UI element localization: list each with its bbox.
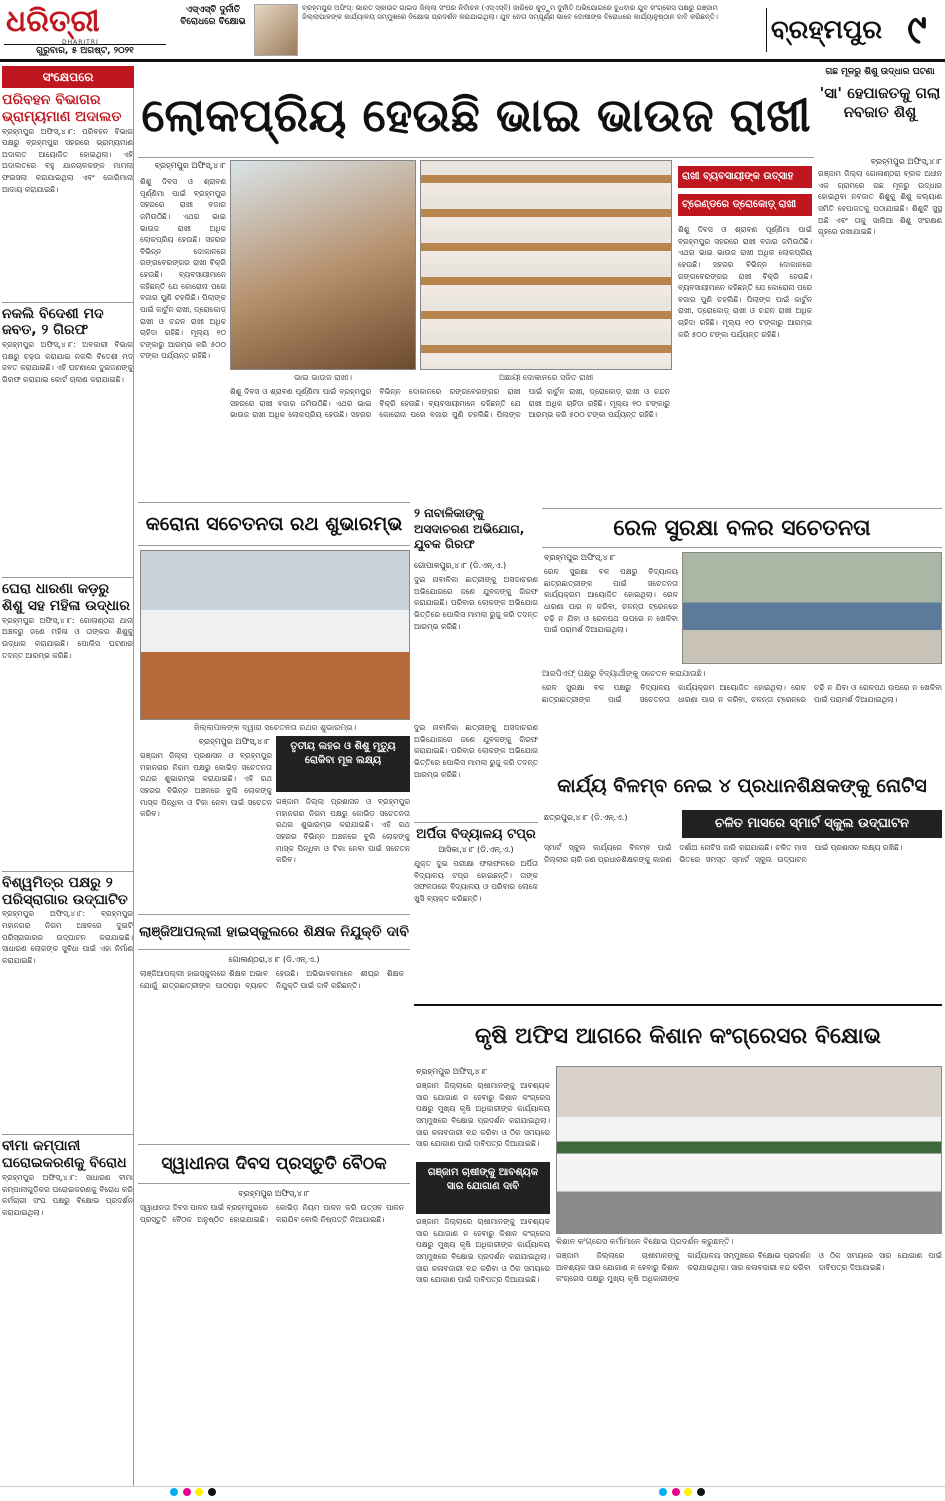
story-body: ଗଞ୍ଜାମ ଜିଲ୍ଲାରେ ଚାଷୀମାନଙ୍କୁ ଆବଶ୍ୟକ ସାର ଯୋଗାଣ ନ ହେବାରୁ କିଶାନ କଂଗ୍ରେସ ପକ୍ଷରୁ ମୁଖ୍ୟ କୃଷି ଅଧିକାରୀଙ୍କ କାର୍ଯ୍ୟାଳୟ ସମ୍ମୁଖରେ ବିକ୍ଷୋଭ ପ୍ରଦର୍ଶନ କରାଯାଇଥିଲା। ସାର କଳାବଜାରୀ ବନ୍ଦ କରିବା ଓ ଠିକ ସମୟରେ ସାର ଯୋଗାଣ ପାଇଁ ଦାବିପତ୍ର ଦିଆଯାଇଛି। [416,1081,550,1149]
brief-headline: ବିଶ୍ୱମିତ୍ର ପକ୍ଷରୁ ୨ ପରିସ୍ରାଗାର ଉଦ୍‌ଘାଟିତ [2,871,133,909]
story-dateline: ବ୍ରହ୍ମପୁର ଅଫିସ୍‌,୪।୮ [870,157,942,166]
corona-rath-photo [140,550,410,720]
story-tag: ରାଖୀ ବ୍ୟବସାୟୀଙ୍କ ଉତ୍ସାହ [678,166,812,188]
rakhi-shop-photo [420,160,672,370]
story-body: ଶିଶୁ ଦିବସ ଓ ଶ୍ରାବଣ ପୂର୍ଣ୍ଣିମା ପାଇଁ ବ୍ରହ୍ମପୁର ସହରରେ ରାଖୀ ବଜାର ଜମିଉଠିଛି। ଏଥର ଭାଇ ଭାଉଜ ରାଖୀ ଅଧିକ ଲୋକପ୍ରିୟ ହେଉଛି। ସହରର ବିଭିନ୍ନ ଦୋକାନରେ ରଙ୍ଗବେରଙ୍ଗର ରାଖୀ ବିକ୍ରି ହେଉଛି। ବ୍ୟବସାୟୀମାନେ କହିଛନ୍ତି ଯେ କୋରୋନା ପରେ ବଜାର ପୁଣି ଚହଲିଛି। ପିଲାଙ୍କ ପାଇଁ କାର୍ଟୁନ ରାଖୀ, ଡ୍ରୋକୋଡ଼୍ ରାଖୀ ଓ ଚନ୍ଦନ ରାଖୀ ଅଧିକ ଚାହିଦା ରହିଛି। ମୂଲ୍ୟ ୧୦ ଟଙ୍କାରୁ ଆରମ୍ଭ କରି ୫୦୦ ଟଙ୍କା ପର୍ଯ୍ୟନ୍ତ ରହିଛି। [140,177,226,361]
story-body: ସ୍ୱାଧୀନତା ଦିବସ ପାଳନ ପାଇଁ ବ୍ରହ୍ମପୁରରେ ପ୍ରସ୍ତୁତି ବୈଠକ ଅନୁଷ୍ଠିତ ହୋଇଯାଇଛି। କୋଭିଡ଼ ନିୟମ ପାଳନ କରି ଉତ୍ସବ ପାଳନ କରାଯିବ ବୋଲି ନିଷ୍ପତ୍ତି ନିଆଯାଇଛି। [140,1203,404,1224]
story-body: ଯୁକ୍ତ ଦୁଇ ପରୀକ୍ଷା ଫଳାଫଳରେ ଅର୍ପିତା ବିଦ୍ୟାଳୟ ଟପ୍‌ର ହୋଇଛନ୍ତି। ତାଙ୍କ ସଫଳତାରେ ବିଦ୍ୟାଳୟ ଓ ପରିବାର ଲୋକେ ଖୁସି ବ୍ୟକ୍ତ କରିଛନ୍ତି। [414,859,538,903]
masthead-dateline: ଗୁରୁବାର, ୫ ଅଗଷ୍ଟ, ୨୦୨୧ [4,44,166,60]
highlight-box: ଗଞ୍ଜାମ ଚାଷୀଙ୍କୁ ଆବଶ୍ୟକ ସାର ଯୋଗାଣ ଦାବି [416,1162,550,1214]
black-dot-icon [697,1488,705,1496]
story-headline: ଅର୍ପିତା ବିଦ୍ୟାଳୟ ଟପ୍‌ର [414,822,538,845]
story-headline: କାର୍ଯ୍ୟ ବିଳମ୍ବ ନେଇ ୪ ପ୍ରଧାନଶିକ୍ଷକଙ୍କୁ ନୋଟିସ [557,775,927,797]
story-body: ଗଞ୍ଜାମ ଜିଲ୍ଲା ପ୍ରଶାସନ ଓ ବ୍ରହ୍ମପୁର ମହାନଗର ନିଗମ ପକ୍ଷରୁ କୋଭିଡ଼ ସଚେତନତା ରଥର ଶୁଭାରମ୍ଭ କରାଯାଇଛି। ଏହି ରଥ ସହରର ବିଭିନ୍ନ ଅଞ୍ଚଳରେ ବୁଲି ଲୋକଙ୍କୁ ମାସ୍କ ପିନ୍ଧିବା ଓ ଟିକା ନେବା ପାଇଁ ସଚେତନ କରିବ। [140,751,272,819]
photo-caption: ଭାଇ ଭାଉଜ ରାଖୀ। [294,373,352,382]
newspaper-logo: ଧରିତ୍ରୀ [6,4,100,39]
story-body: ଗଞ୍ଜାମ ଜିଲ୍ଲାରେ ଚାଷୀମାନଙ୍କୁ ଆବଶ୍ୟକ ସାର ଯୋଗାଣ ନ ହେବାରୁ କିଶାନ କଂଗ୍ରେସ ପକ୍ଷରୁ ମୁଖ୍ୟ କୃଷି ଅଧିକାରୀଙ୍କ କାର୍ଯ୍ୟାଳୟ ସମ୍ମୁଖରେ ବିକ୍ଷୋଭ ପ୍ରଦର୍ଶନ କରାଯାଇଥିଲା। ସାର କଳାବଜାରୀ ବନ୍ଦ କରିବା ଓ ଠିକ ସମୟରେ ସାର ଯୋଗାଣ ପାଇଁ ଦାବିପତ୍ର ଦିଆଯାଇଛି। [556,1251,942,1284]
photo-caption: କିଶାନ କଂଗ୍ରେସ କର୍ମୀମାନେ ବିକ୍ଷୋଭ ପ୍ରଦର୍ଶନ କରୁଛନ୍ତି। [556,1237,734,1246]
tease-brief-text: ବ୍ରହ୍ମପୁର ଅଫିସ୍‌: ଭାରତ ସ୍କାଉଟ ଗାଇଡ଼ ଜିଲ୍ଲା ସଂଘର ନିର୍ବାଚନ (ଏସ୍‌ଏସ୍‌ବି) ଜାରିରେ କୁଡ଼ୁମ ଦୁର୍ନୀତି ଅଭିଯୋଗରେ ବୁଧବାର ଯୁବ କଂଗ୍ରେସ ପକ୍ଷରୁ ଗଞ୍ଜାମ ଜିଲ୍ଲାପାଳଙ୍କ କାର୍ଯ୍ୟାଳୟ ସମ୍ମୁଖରେ ବିକ୍ଷୋଭ ପ୍ରଦର୍ଶନ କରାଯାଇଥିଲା। ଯୁବ ନେତା ସମ୍ପୂର୍ଣ୍ଣ ଭାବେ ଦୋଷୀଙ୍କ ବିରୋଧରେ କାର୍ଯ୍ୟାନୁଷ୍ଠାନ ଦାବି କରିଛନ୍ତି। [302,4,718,22]
magenta-dot-icon [183,1488,191,1496]
story-body: ଗଞ୍ଜାମ ଜିଲ୍ଲାରେ ଚାଷୀମାନଙ୍କୁ ଆବଶ୍ୟକ ସାର ଯୋଗାଣ ନ ହେବାରୁ କିଶାନ କଂଗ୍ରେସ ପକ୍ଷରୁ ମୁଖ୍ୟ କୃଷି ଅଧିକାରୀଙ୍କ କାର୍ଯ୍ୟାଳୟ ସମ୍ମୁଖରେ ବିକ୍ଷୋଭ ପ୍ରଦର୍ଶନ କରାଯାଇଥିଲା। ସାର କଳାବଜାରୀ ବନ୍ଦ କରିବା ଓ ଠିକ ସମୟରେ ସାର ଯୋଗାଣ ପାଇଁ ଦାବିପତ୍ର ଦିଆଯାଇଛି। [416,1217,550,1285]
tease-headline: ଏସ୍‌ଏସ୍‌ବି ଦୁର୍ନୀତି ବିରୋଧରେ ବିକ୍ଷୋଭ [180,5,246,28]
story-headline: କରୋନା ସଚେତନତା ରଥ ଶୁଭାରମ୍ଭ [138,502,410,546]
story-dateline: ବ୍ରହ୍ମପୁର ଅଫିସ୍‌,୪।୮ [238,1189,310,1198]
magenta-dot-icon [672,1488,680,1496]
story-dateline: ବ୍ରହ୍ମପୁର ଅଫିସ୍‌,୪।୮ [154,161,226,170]
story-body: ରେଳ ସୁରକ୍ଷା ବଳ ପକ୍ଷରୁ ବିଦ୍ୟାଳୟ ଛାତ୍ରଛାତ୍ରୀଙ୍କ ପାଇଁ ସଚେତନତା କାର୍ଯ୍ୟକ୍ରମ ଆୟୋଜିତ ହୋଇଥିଲା। ରେଳ ଧାରଣା ପାର ନ କରିବା, ଚଳନ୍ତା ଟ୍ରେନରେ ଚଢ଼ି ନ ଯିବା ଓ ରେଳପଥ ଉପରେ ନ ଖେଳିବା ପାଇଁ ପରାମର୍ଶ ଦିଆଯାଇଥିଲା। [544,567,678,635]
rpf-awareness-photo [682,552,942,664]
story-headline: ଲାଞ୍ଜିଆପଲ୍ଲୀ ହାଇସ୍କୁଲରେ ଶିକ୍ଷକ ନିଯୁକ୍ତି ଦାବି [138,914,410,950]
rakhi-photo [230,160,416,370]
story-body: ଶିଶୁ ଦିବସ ଓ ଶ୍ରାବଣ ପୂର୍ଣ୍ଣିମା ପାଇଁ ବ୍ରହ୍ମପୁର ସହରରେ ରାଖୀ ବଜାର ଜମିଉଠିଛି। ଏଥର ଭାଇ ଭାଉଜ ରାଖୀ ଅଧିକ ଲୋକପ୍ରିୟ ହେଉଛି। ସହରର ବିଭିନ୍ନ ଦୋକାନରେ ରଙ୍ଗବେରଙ୍ଗର ରାଖୀ ବିକ୍ରି ହେଉଛି। ବ୍ୟବସାୟୀମାନେ କହିଛନ୍ତି ଯେ କୋରୋନା ପରେ ବଜାର ପୁଣି ଚହଲିଛି। ପିଲାଙ୍କ ପାଇଁ କାର୍ଟୁନ ରାଖୀ, ଡ୍ରୋକୋଡ଼୍ ରାଖୀ ଓ ଚନ୍ଦନ ରାଖୀ ଅଧିକ ଚାହିଦା ରହିଛି। ମୂଲ୍ୟ ୧୦ ଟଙ୍କାରୁ ଆରମ୍ଭ କରି ୫୦୦ ଟଙ୍କା ପର୍ଯ୍ୟନ୍ତ ରହିଛି। [230,387,670,420]
story-subheadline: ଚଳିତ ମାସରେ ସ୍ମାର୍ଟ ସ୍କୁଲ ଉଦ୍‌ଘାଟନ [682,810,942,838]
story-body: ଦୁଇ ନାବାଳିକା ଛାତ୍ରୀଙ୍କୁ ଅସଦାଚରଣ ଅଭିଯୋଗରେ ଜଣେ ଯୁବକଙ୍କୁ ଗିରଫ କରାଯାଇଛି। ପରିବାର ଲୋକଙ୍କ ଅଭିଯୋଗ ଭିତ୍ତିରେ ପୋଲିସ ମାମଲା ରୁଜୁ କରି ତଦନ୍ତ ଆରମ୍ଭ କରିଛି। [414,575,538,631]
brief-text: ବ୍ରହ୍ମପୁର ଅଫିସ୍‌,୪।୮: ବ୍ରହ୍ମପୁର ମହାନଗର ନିଗମ ଅଞ୍ଚଳରେ ଦୁଇଟି ପରିସ୍ରାଗାରର ଉଦ୍‌ଘାଟନ କରାଯାଇଛି। ସାଧାରଣ ଲୋକଙ୍କ ସୁବିଧା ପାଇଁ ଏହା ନିର୍ମାଣ କରାଯାଇଛି। [2,909,133,965]
brief-text: ବ୍ରହ୍ମପୁର ଅଫିସ୍‌,୪।୮: ଅବକାରୀ ବିଭାଗ ପକ୍ଷରୁ ଚଢ଼ଉ କରାଯାଇ ନକଲି ବିଦେଶୀ ମଦ ଜବତ କରାଯାଇଛି। ଏହି ଘଟଣାରେ ଦୁଇଜଣଙ୍କୁ ଗିରଫ କରାଯାଇ କୋର୍ଟ ଚାଲାଣ କରାଯାଇଛି। [2,340,133,385]
story-body: ସ୍ମାର୍ଟ ସ୍କୁଲ କାର୍ଯ୍ୟରେ ବିଳମ୍ବ ପାଇଁ ଜିଲ୍ଲାର ଚାରି ଜଣ ପ୍ରଧାନଶିକ୍ଷକଙ୍କୁ କାରଣ ଦର୍ଶାଅ ନୋଟିସ ଜାରି କରାଯାଇଛି। ଚଳିତ ମାସ ଭିତରେ ସମସ୍ତ ସ୍ମାର୍ଟ ସ୍କୁଲ ଉଦ୍‌ଘାଟନ ପାଇଁ ପ୍ରଶାସନ ଲକ୍ଷ୍ୟ ରଖିଛି। [544,843,903,864]
story-headline: ୨ ନାବାଳିକାଙ୍କୁ ଅସଦାଚରଣ ଅଭିଯୋଗ, ଯୁବକ ଗିରଫ [414,506,525,552]
baby-story-header [818,66,942,152]
story-headline: 'ସା' ହେପାଜତକୁ ଗଲା ନବଜାତ ଶିଶୁ [819,83,941,121]
brief-headline: ଘେରା ଧାରଣା କଡ଼ରୁ ଶିଶୁ ସହ ମହିଳା ଉଦ୍ଧାର [2,577,133,615]
story-body: ଲାଞ୍ଜିଆପଲ୍ଲୀ ହାଇସ୍କୁଲରେ ଶିକ୍ଷକ ଅଭାବ ଯୋଗୁଁ ଛାତ୍ରଛାତ୍ରୀଙ୍କ ପାଠପଢ଼ା ବ୍ୟାହତ ହେଉଛି। ଅଭିଭାବକମାନେ ଶୀଘ୍ର ଶିକ୍ଷକ ନିଯୁକ୍ତି ପାଇଁ ଦାବି କରିଛନ୍ତି। [140,969,404,990]
story-dateline: ବ୍ରହ୍ମପୁର ଅଫିସ୍‌,୪।୮ [544,553,616,562]
story-dateline: ବ୍ରହ୍ମପୁର ଅଫିସ୍‌,୪।୮ [416,1067,488,1076]
logo-subtitle: DHARITRI [62,39,99,46]
brief-headline: ବୀମା କମ୍ପାନୀ ଘରୋଇକରଣକୁ ବିରୋଧ [2,1134,133,1172]
story-tag: ଟ୍ରେଣ୍ଡରେ ଡ୍ରୋକୋଡ଼୍ ରାଖୀ [678,194,812,216]
photo-caption: ଜିଲ୍ଲାପାଳଙ୍କ ଦ୍ୱାରା ସଚେତନତା ରଥର ଶୁଭାରମ୍ଭ। [193,723,357,732]
story-body: ଶିଶୁ ଦିବସ ଓ ଶ୍ରାବଣ ପୂର୍ଣ୍ଣିମା ପାଇଁ ବ୍ରହ୍ମପୁର ସହରରେ ରାଖୀ ବଜାର ଜମିଉଠିଛି। ଏଥର ଭାଇ ଭାଉଜ ରାଖୀ ଅଧିକ ଲୋକପ୍ରିୟ ହେଉଛି। ସହରର ବିଭିନ୍ନ ଦୋକାନରେ ରଙ୍ଗବେରଙ୍ଗର ରାଖୀ ବିକ୍ରି ହେଉଛି। ବ୍ୟବସାୟୀମାନେ କହିଛନ୍ତି ଯେ କୋରୋନା ପରେ ବଜାର ପୁଣି ଚହଲିଛି। ପିଲାଙ୍କ ପାଇଁ କାର୍ଟୁନ ରାଖୀ, ଡ୍ରୋକୋଡ଼୍ ରାଖୀ ଓ ଚନ୍ଦନ ରାଖୀ ଅଧିକ ଚାହିଦା ରହିଛି। ମୂଲ୍ୟ ୧୦ ଟଙ୍କାରୁ ଆରମ୍ଭ କରି ୫୦୦ ଟଙ୍କା ପର୍ଯ୍ୟନ୍ତ ରହିଛି। [678,225,812,339]
story-dateline: ଗୋଳାଣ୍ଠରା,୪।୮ (ଡି.ଏନ୍‌.ଏ.) [228,955,320,964]
brief-headline: ନକଲି ବିଦେଶୀ ମଦ ଜବତ, ୨ ଗିରଫ [2,302,133,340]
story-dateline: ଛତ୍ରପୁର,୪।୮ (ଡି.ଏନ୍‌.ଏ.) [544,813,628,822]
city-edition-label: ବ୍ରହ୍ମପୁର [766,8,886,52]
story-headline: କୃଷି ଅଫିସ ଆଗରେ କିଶାନ କଂଗ୍ରେସର ବିକ୍ଷୋଭ [414,1004,942,1064]
brief-text: ବ୍ରହ୍ମପୁର ଅଫିସ୍‌,୪।୮: ସାଧାରଣ ବୀମା କମ୍ପାନୀଗୁଡ଼ିକର ଘରୋଇକରଣକୁ ବିରୋଧ କରି କର୍ମଚାରୀ ସଂଘ ପକ୍ଷରୁ ବିକ୍ଷୋଭ ପ୍ରଦର୍ଶନ କରାଯାଇଥିଲା। [2,1172,133,1217]
story-body: ଗଞ୍ଜାମ ଜିଲ୍ଲା ପ୍ରଶାସନ ଓ ବ୍ରହ୍ମପୁର ମହାନଗର ନିଗମ ପକ୍ଷରୁ କୋଭିଡ଼ ସଚେତନତା ରଥର ଶୁଭାରମ୍ଭ କରାଯାଇଛି। ଏହି ରଥ ସହରର ବିଭିନ୍ନ ଅଞ୍ଚଳରେ ବୁଲି ଲୋକଙ୍କୁ ମାସ୍କ ପିନ୍ଧିବା ଓ ଟିକା ନେବା ପାଇଁ ସଚେତନ କରିବ। [276,797,410,865]
page-number: ୯ [907,6,927,53]
masthead [0,0,945,62]
photo-caption: ଆରପିଏଫ୍ ପକ୍ଷରୁ ବିଦ୍ୟାର୍ଥୀଙ୍କୁ ସଚେତନ କରାଯାଉଛି। [542,669,706,678]
left-column [2,66,134,1486]
story-headline: ସ୍ୱାଧୀନତା ଦିବସ ପ୍ରସ୍ତୁତି ବୈଠକ [138,1144,410,1184]
print-registration-marks [0,1486,945,1497]
story-body: ଦୁଇ ନାବାଳିକା ଛାତ୍ରୀଙ୍କୁ ଅସଦାଚରଣ ଅଭିଯୋଗରେ ଜଣେ ଯୁବକଙ୍କୁ ଗିରଫ କରାଯାଇଛି। ପରିବାର ଲୋକଙ୍କ ଅଭିଯୋଗ ଭିତ୍ତିରେ ପୋଲିସ ମାମଲା ରୁଜୁ କରି ତଦନ୍ତ ଆରମ୍ଭ କରିଛି। [414,723,538,779]
story-dateline: ବ୍ରହ୍ମପୁର ଅଫିସ୍‌,୪।୮ [198,737,270,746]
brief-headline: ପରିବହନ ବିଭାଗର ଭ୍ରାମ୍ୟମାଣ ଅଦାଲତ [2,92,122,125]
story-dateline: ଗୋପାଳପୁର,୪।୮ (ଡି.ଏନ୍‌.ଏ.) [414,561,507,570]
story-body: ଗଞ୍ଜାମ ଜିଲ୍ଲା ଗୋଳାଣ୍ଠରା ବ୍ଲକ ଅଧୀନ ଏକ ଗ୍ରାମରେ ଗଛ ମୂଳରୁ ଉଦ୍ଧାର ହୋଇଥିବା ନବଜାତ ଶିଶୁକୁ ଶିଶୁ କଲ୍ୟାଣ ସମିତି ହେପାଜତକୁ ପଠାଯାଇଛି। ଶିଶୁଟି ସୁସ୍ଥ ଅଛି ଏବଂ ତାକୁ ସାଲିଆ ଶିଶୁ ସଂରକ୍ଷଣ ଗୃହରେ ରଖାଯାଇଛି। [818,169,942,237]
photo-caption: ଅଛାୟୀ ଦୋକାନରେ ସଜିତ ରାଖୀ [498,373,594,382]
story-headline: ରେଳ ସୁରକ୍ଷା ବଳର ସଚେତନତା [542,508,942,548]
tease-photo [254,4,298,56]
yellow-dot-icon [195,1488,203,1496]
yellow-dot-icon [684,1488,692,1496]
story-kicker: ଗଛ ମୂଳରୁ ଶିଶୁ ଉଦ୍ଧାର ଘଟଣା [825,67,935,77]
cyan-dot-icon [659,1488,667,1496]
brief-text: ବ୍ରହ୍ମପୁର ଅଫିସ୍‌,୪।୮: ପରିବହନ ବିଭାଗ ପକ୍ଷରୁ ବ୍ରହ୍ମପୁର ସହରରେ ଭ୍ରାମ୍ୟମାଣ ଅଦାଲତ ଆୟୋଜିତ ହୋଇଥିଲା। ଏହି ଅଦାଲତରେ ବହୁ ଯାନଚାଳକଙ୍କ ମାମଲା ଫଇସଲା କରାଯାଇଥିଲା ଏବଂ ଜୋରିମାନା ଆଦାୟ କରାଯାଇଛି। [2,126,133,194]
brief-text: ବ୍ରହ୍ମପୁର ଅଫିସ୍‌,୪।୮: ଗୋଳାଣ୍ଠରା ଥାନା ଅଞ୍ଚଳରୁ ଜଣେ ମହିଳା ଓ ତାଙ୍କର ଶିଶୁକୁ ଉଦ୍ଧାର କରାଯାଇଛି। ପୋଲିସ ଘଟଣାର ତଦନ୍ତ ଆରମ୍ଭ କରିଛି। [2,615,133,660]
highlight-box: ତୃତୀୟ ଲହର ଓ ଶିଶୁ ମୃତ୍ୟୁ ରୋକିବା ମୂଳ ଲକ୍ଷ୍ୟ [276,736,410,792]
main-headline: ଲୋକପ୍ରିୟ ହେଉଛି ଭାଇ ଭାଉଜ ରାଖୀ [138,72,814,158]
section-label: ସଂକ୍ଷେପରେ [2,66,134,88]
story-dateline: ଆସିକା,୪।୮ (ଡି.ଏନ୍‌.ଏ.) [438,845,514,854]
cyan-dot-icon [170,1488,178,1496]
story-body: ରେଳ ସୁରକ୍ଷା ବଳ ପକ୍ଷରୁ ବିଦ୍ୟାଳୟ ଛାତ୍ରଛାତ୍ରୀଙ୍କ ପାଇଁ ସଚେତନତା କାର୍ଯ୍ୟକ୍ରମ ଆୟୋଜିତ ହୋଇଥିଲା। ରେଳ ଧାରଣା ପାର ନ କରିବା, ଚଳନ୍ତା ଟ୍ରେନରେ ଚଢ଼ି ନ ଯିବା ଓ ରେଳପଥ ଉପରେ ନ ଖେଳିବା ପାଇଁ ପରାମର୍ଶ ଦିଆଯାଇଥିଲା। [542,683,942,704]
farmer-protest-photo [556,1066,942,1234]
black-dot-icon [208,1488,216,1496]
